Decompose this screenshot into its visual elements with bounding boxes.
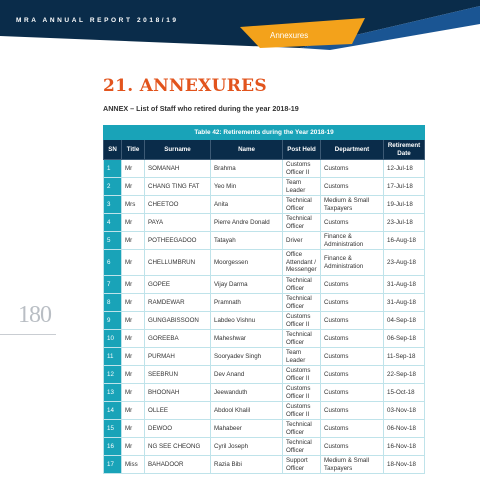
cell-post: Customs Officer II xyxy=(283,366,321,384)
report-title: MRA ANNUAL REPORT 2018/19 xyxy=(16,17,179,24)
cell-department: Customs xyxy=(321,384,384,402)
table-row xyxy=(104,330,425,348)
cell-department: Customs xyxy=(321,312,384,330)
column-header: Retirement Date xyxy=(384,140,425,160)
cell-sn: 6 xyxy=(104,250,122,276)
table-row xyxy=(104,420,425,438)
table-row xyxy=(104,178,425,196)
cell-title: Mr xyxy=(122,366,145,384)
cell-surname: GUNGABISSOON xyxy=(145,312,211,330)
table-row xyxy=(104,294,425,312)
cell-post: Technical Officer xyxy=(283,294,321,312)
cell-sn: 13 xyxy=(104,384,122,402)
cell-sn: 1 xyxy=(104,160,122,178)
table-row xyxy=(104,348,425,366)
table-row xyxy=(104,438,425,456)
cell-title: Mr xyxy=(122,402,145,420)
cell-name: Pierre Andre Donald xyxy=(211,214,283,232)
cell-post: Support Officer xyxy=(283,456,321,474)
cell-surname: BHOONAH xyxy=(145,384,211,402)
cell-post: Customs Officer II xyxy=(283,402,321,420)
cell-sn: 11 xyxy=(104,348,122,366)
cell-date: 12-Jul-18 xyxy=(384,160,425,178)
cell-post: Technical Officer xyxy=(283,196,321,214)
cell-department: Medium & Small Taxpayers xyxy=(321,456,384,474)
cell-name: Pramnath xyxy=(211,294,283,312)
column-header: Post Held xyxy=(283,140,321,160)
cell-date: 06-Nov-18 xyxy=(384,420,425,438)
cell-title: Mr xyxy=(122,294,145,312)
cell-post: Technical Officer xyxy=(283,214,321,232)
cell-title: Mr xyxy=(122,384,145,402)
cell-title: Mr xyxy=(122,330,145,348)
cell-title: Mr xyxy=(122,214,145,232)
cell-title: Mr xyxy=(122,438,145,456)
cell-surname: CHANG TING FAT xyxy=(145,178,211,196)
cell-sn: 7 xyxy=(104,276,122,294)
table-row xyxy=(104,276,425,294)
table-header-row xyxy=(104,140,425,160)
cell-title: Mr xyxy=(122,276,145,294)
cell-name: Abdool Khalil xyxy=(211,402,283,420)
cell-department: Customs xyxy=(321,348,384,366)
cell-name: Jeewanduth xyxy=(211,384,283,402)
cell-date: 06-Sep-18 xyxy=(384,330,425,348)
cell-date: 18-Nov-18 xyxy=(384,456,425,474)
cell-title: Mr xyxy=(122,250,145,276)
cell-surname: NG SEE CHEONG xyxy=(145,438,211,456)
cell-title: Mrs xyxy=(122,196,145,214)
page-number-rule xyxy=(0,334,56,335)
cell-department: Customs xyxy=(321,420,384,438)
cell-post: Team Leader xyxy=(283,178,321,196)
cell-title: Mr xyxy=(122,178,145,196)
cell-sn: 8 xyxy=(104,294,122,312)
cell-department: Customs xyxy=(321,214,384,232)
cell-title: Mr xyxy=(122,312,145,330)
cell-post: Technical Officer xyxy=(283,330,321,348)
page-number: 180 xyxy=(18,302,51,328)
cell-surname: PAYA xyxy=(145,214,211,232)
cell-sn: 14 xyxy=(104,402,122,420)
cell-name: Yeo Min xyxy=(211,178,283,196)
cell-surname: GOPEE xyxy=(145,276,211,294)
table-row xyxy=(104,366,425,384)
cell-date: 17-Jul-18 xyxy=(384,178,425,196)
cell-sn: 2 xyxy=(104,178,122,196)
cell-department: Customs xyxy=(321,294,384,312)
cell-sn: 5 xyxy=(104,232,122,250)
cell-name: Anita xyxy=(211,196,283,214)
cell-surname: BAHADOOR xyxy=(145,456,211,474)
cell-post: Customs Officer II xyxy=(283,384,321,402)
table-caption-row xyxy=(104,126,425,140)
cell-name: Tatayah xyxy=(211,232,283,250)
cell-name: Moorgessen xyxy=(211,250,283,276)
table-row xyxy=(104,384,425,402)
table-row xyxy=(104,160,425,178)
cell-date: 31-Aug-18 xyxy=(384,294,425,312)
section-tab-label: Annexures xyxy=(270,31,309,40)
cell-surname: OLLEE xyxy=(145,402,211,420)
cell-post: Office Attendant / Messenger xyxy=(283,250,321,276)
cell-post: Driver xyxy=(283,232,321,250)
cell-date: 11-Sep-18 xyxy=(384,348,425,366)
cell-date: 31-Aug-18 xyxy=(384,276,425,294)
table-caption: Table 42: Retirements during the Year 2018-19 xyxy=(104,126,425,140)
retirements-table xyxy=(103,125,425,474)
table-row xyxy=(104,232,425,250)
cell-sn: 10 xyxy=(104,330,122,348)
cell-department: Customs xyxy=(321,402,384,420)
cell-name: Sooryadev Singh xyxy=(211,348,283,366)
cell-title: Mr xyxy=(122,348,145,366)
cell-sn: 4 xyxy=(104,214,122,232)
cell-surname: CHEETOO xyxy=(145,196,211,214)
cell-date: 16-Nov-18 xyxy=(384,438,425,456)
cell-name: Labdeo Vishnu xyxy=(211,312,283,330)
column-header: Department xyxy=(321,140,384,160)
column-header: Name xyxy=(211,140,283,160)
cell-surname: CHELLUMBRUN xyxy=(145,250,211,276)
column-header: Title xyxy=(122,140,145,160)
cell-sn: 3 xyxy=(104,196,122,214)
cell-post: Technical Officer xyxy=(283,276,321,294)
cell-post: Technical Officer xyxy=(283,438,321,456)
page-title: 21. ANNEXURES xyxy=(103,76,267,96)
cell-department: Customs xyxy=(321,330,384,348)
column-header: SN xyxy=(104,140,122,160)
cell-post: Customs Officer II xyxy=(283,312,321,330)
cell-surname: POTHEEGADOO xyxy=(145,232,211,250)
cell-name: Dev Anand xyxy=(211,366,283,384)
cell-date: 03-Nov-18 xyxy=(384,402,425,420)
cell-name: Razia Bibi xyxy=(211,456,283,474)
table-row xyxy=(104,250,425,276)
cell-surname: SEEBRUN xyxy=(145,366,211,384)
cell-name: Brahma xyxy=(211,160,283,178)
cell-post: Team Leader xyxy=(283,348,321,366)
cell-sn: 12 xyxy=(104,366,122,384)
cell-date: 15-Oct-18 xyxy=(384,384,425,402)
page-subtitle: ANNEX – List of Staff who retired during the year 2018-19 xyxy=(103,104,299,113)
cell-surname: GOREEBA xyxy=(145,330,211,348)
cell-title: Miss xyxy=(122,456,145,474)
cell-sn: 9 xyxy=(104,312,122,330)
table-row xyxy=(104,456,425,474)
header-banner xyxy=(0,0,480,50)
cell-department: Customs xyxy=(321,366,384,384)
cell-date: 19-Jul-18 xyxy=(384,196,425,214)
cell-post: Customs Officer II xyxy=(283,160,321,178)
cell-department: Finance & Administration xyxy=(321,250,384,276)
cell-department: Customs xyxy=(321,178,384,196)
cell-department: Medium & Small Taxpayers xyxy=(321,196,384,214)
cell-sn: 16 xyxy=(104,438,122,456)
cell-date: 16-Aug-18 xyxy=(384,232,425,250)
cell-department: Customs xyxy=(321,160,384,178)
cell-department: Customs xyxy=(321,438,384,456)
cell-sn: 17 xyxy=(104,456,122,474)
cell-department: Customs xyxy=(321,276,384,294)
cell-sn: 15 xyxy=(104,420,122,438)
cell-title: Mr xyxy=(122,420,145,438)
cell-surname: RAMDEWAR xyxy=(145,294,211,312)
cell-title: Mr xyxy=(122,160,145,178)
cell-surname: SOMANAH xyxy=(145,160,211,178)
cell-date: 04-Sep-18 xyxy=(384,312,425,330)
cell-name: Vijay Darma xyxy=(211,276,283,294)
table-row xyxy=(104,312,425,330)
cell-date: 22-Sep-18 xyxy=(384,366,425,384)
table-row xyxy=(104,402,425,420)
column-header: Surname xyxy=(145,140,211,160)
banner-graphic xyxy=(0,0,480,50)
cell-title: Mr xyxy=(122,232,145,250)
cell-surname: DEWOO xyxy=(145,420,211,438)
cell-date: 23-Jul-18 xyxy=(384,214,425,232)
cell-name: Cyril Joseph xyxy=(211,438,283,456)
cell-department: Finance & Administration xyxy=(321,232,384,250)
cell-post: Technical Officer xyxy=(283,420,321,438)
cell-name: Maheshwar xyxy=(211,330,283,348)
cell-name: Mahabeer xyxy=(211,420,283,438)
table-row xyxy=(104,214,425,232)
cell-surname: PURMAH xyxy=(145,348,211,366)
table-row xyxy=(104,196,425,214)
cell-date: 23-Aug-18 xyxy=(384,250,425,276)
